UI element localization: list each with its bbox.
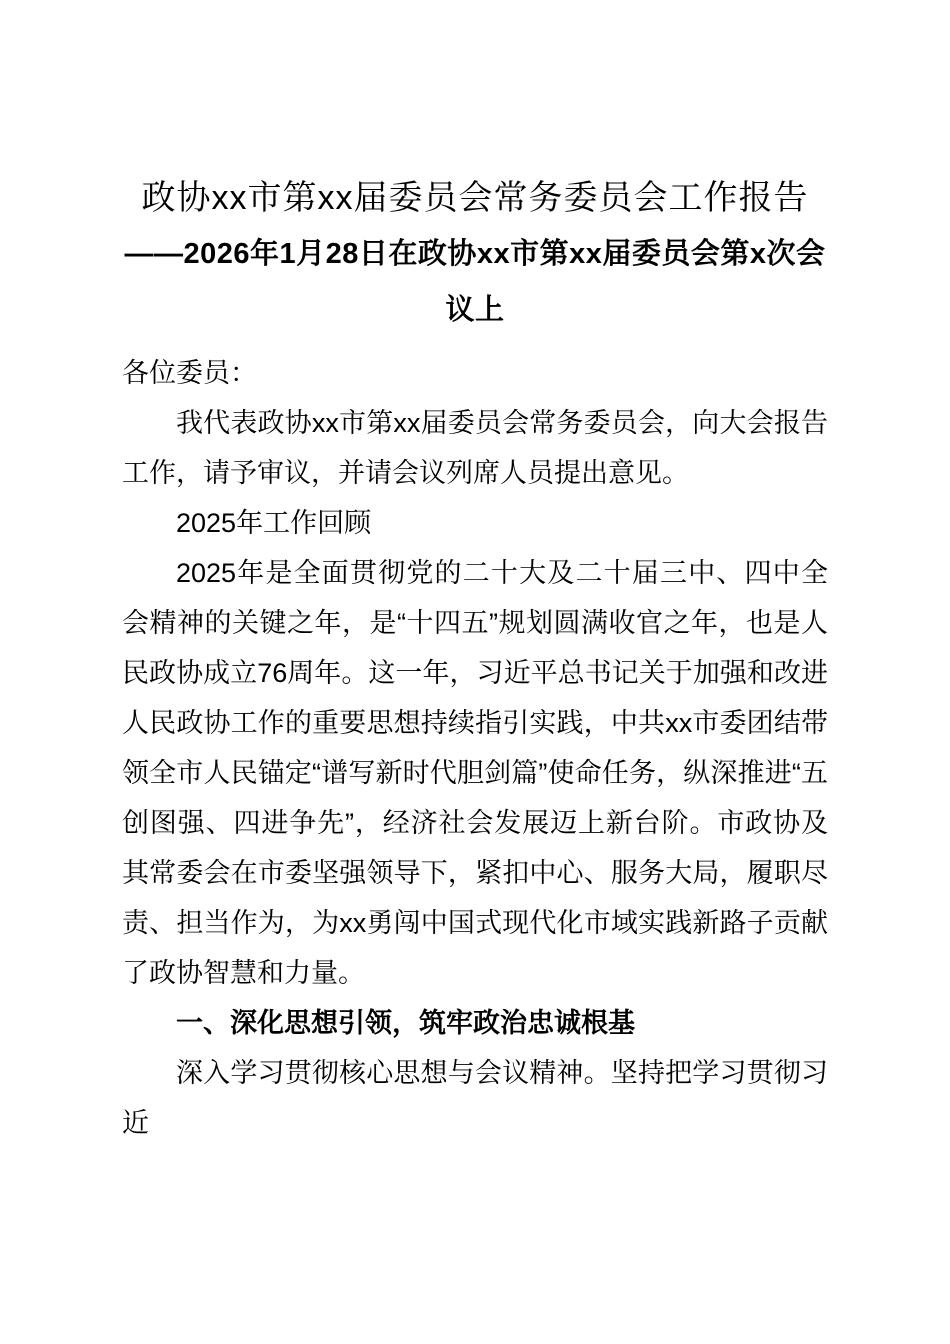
paragraph: 深入学习贯彻核心思想与会议精神。坚持把学习贯彻习近	[122, 1058, 828, 1138]
paragraph: 2025年是全面贯彻党的二十大及二十届三中、四中全会精神的关键之年，是“十四五”规划圆满收官之年，也是人民政协成立76周年。这一年，习近平总书记关于加强和改进人民政协工作的重要思想持续指引实践，中共xx市委团结带领全市人民锚定“谱写新时代胆剑篇”使命任务，纵深推进“五创图强、四进争先”，经济社会发展迈上新台阶。市政协及其常委会在市委坚强领导下，紧扣中心、服务大局，履职尽责、担当作为，为xx勇闯中国式现代化市域实践新路子贡献了政协智慧和力量。	[122, 558, 828, 988]
paragraph: 我代表政协xx市第xx届委员会常务委员会，向大会报告工作，请予审议，并请会议列席人员提出意见。	[122, 408, 828, 488]
paragraph: 2025年工作回顾	[176, 508, 372, 538]
paragraph: 各位委员：	[122, 358, 257, 388]
document-body	[122, 348, 828, 1148]
paragraph: 一、深化思想引领，筑牢政治忠诚根基	[176, 1008, 635, 1038]
document-subtitle: ——2026年1月28日在政协xx市第xx届委员会第x次会议上	[124, 238, 826, 326]
document-title: 政协xx市第xx届委员会常务委员会工作报告	[141, 179, 809, 217]
